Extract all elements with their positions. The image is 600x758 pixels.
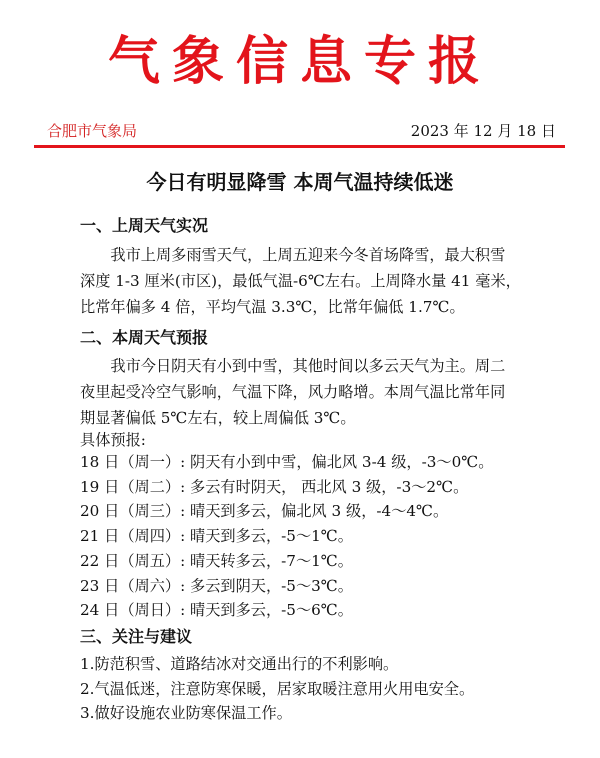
advice-list [80, 652, 474, 726]
forecast-item: 19 日（周二）: 多云有时阴天， 西北风 3 级，-3～2℃。 [80, 477, 469, 496]
section-title-forecast: 二、本周天气预报 [80, 328, 209, 347]
paragraph-line: 我市今日阴天有小到中雪，其他时间以多云天气为主。周二 [80, 357, 506, 375]
section-title-advice: 三、关注与建议 [80, 627, 193, 646]
masthead-title: 气象信息专报 [107, 31, 492, 92]
paragraph-line: 比常年偏多 4 倍，平均气温 3.3℃，比常年偏低 1.7℃。 [80, 298, 465, 316]
section-title-last-week: 一、上周天气实况 [80, 216, 209, 235]
issue-date: 2023 年 12 月 18 日 [410, 122, 556, 140]
paragraph-line: 期显著偏低 5℃左右，较上周偏低 3℃。 [80, 409, 356, 427]
advice-item: 3.做好设施农业防寒保温工作。 [80, 704, 292, 722]
forecast-item: 21 日（周四）: 晴天到多云，-5～1℃。 [80, 527, 353, 546]
advice-item: 2.气温低迷，注意防寒保暖，居家取暖注意用火用电安全。 [80, 679, 475, 698]
advice-item: 1.防范积雪、道路结冰对交通出行的不利影响。 [80, 655, 399, 673]
issuer-name: 合肥市气象局 [47, 122, 138, 140]
headline: 今日有明显降雪 本周气温持续低迷 [146, 170, 454, 194]
forecast-label: 具体预报: [80, 431, 146, 449]
paragraph-line: 深度 1-3 厘米(市区)，最低气温-6℃左右。上周降水量 41 毫米， [80, 272, 521, 290]
forecast-item: 20 日（周三）: 晴天到多云，偏北风 3 级，-4～4℃。 [80, 502, 449, 521]
header-divider [34, 145, 565, 148]
paragraph-line: 夜里起受冷空气影响，气温下降，风力略增。本周气温比常年同 [80, 383, 506, 401]
forecast-list [80, 450, 493, 623]
forecast-item: 18 日（周一）: 阴天有小到中雪，偏北风 3-4 级，-3～0℃。 [80, 453, 494, 471]
forecast-item: 23 日（周六）: 多云到阴天，-5～3℃。 [80, 576, 353, 595]
paragraph-line: 我市上周多雨雪天气，上周五迎来今冬首场降雪，最大积雪 [80, 246, 506, 264]
forecast-item: 24 日（周日）: 晴天到多云，-5～6℃。 [80, 601, 353, 620]
forecast-item: 22 日（周五）: 晴天转多云，-7～1℃。 [80, 551, 353, 570]
